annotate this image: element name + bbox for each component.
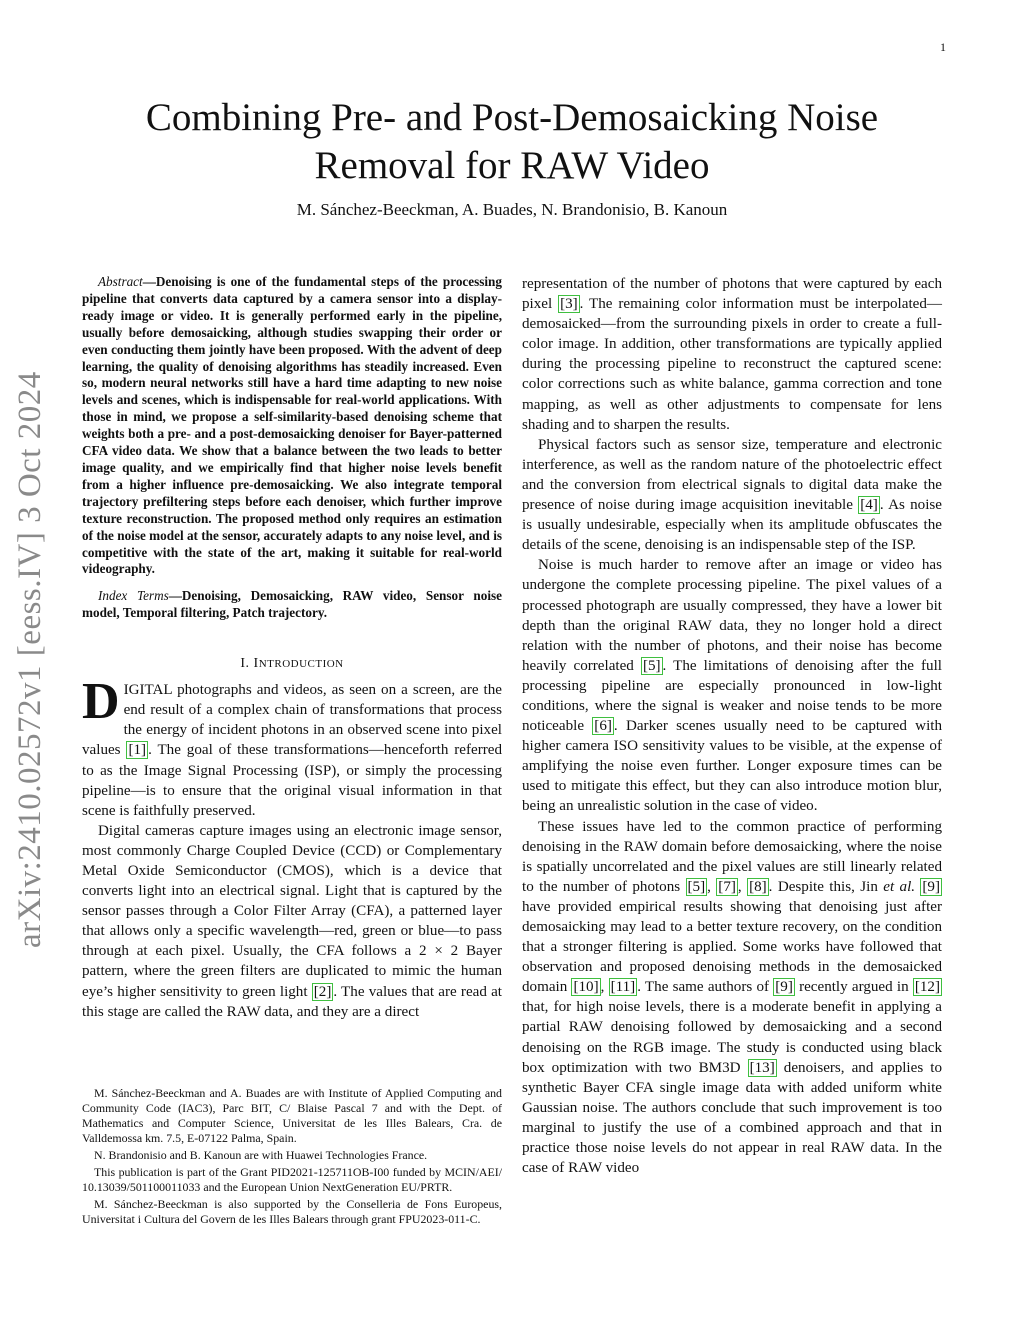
paper-title [80,94,944,190]
right-column [522,274,942,1178]
separator: , [707,878,717,895]
intro-p2-text-b: . The values that are read at this stage are called the RAW data, and they are a direct [82,983,502,1020]
author-list: M. Sánchez-Beeckman, A. Buades, N. Brandonisio, B. Kanoun [296,200,728,219]
abstract [82,274,502,578]
intro-paragraph-2 [82,821,502,1022]
footnotes [82,1086,502,1229]
citation-link[interactable]: [9] [922,878,941,895]
right-p4-text-f: recently argued in [794,979,913,996]
citation-link[interactable]: [2] [313,983,332,1000]
citation-link[interactable]: [7] [718,878,736,895]
citation-link[interactable]: [13] [749,1059,775,1076]
drop-cap: D [82,673,120,731]
abstract-label: Abstract [98,274,143,289]
footnote: M. Sánchez-Beeckman and A. Buades are with Institute of Applied Computing and Community Code (IAC3), Parc BIT, C/ Blaise Pascal 7 and with the Dept. of Mathematics and Computer Science, Universitat de les Illes Balears, Cra. de Valldemossa km. 7.5, E-07122 Palma, Spain. [82,1086,502,1145]
index-terms-text: Denoising, Demosaicking, RAW video, Sensor noise model, Temporal filtering, Patch trajectory. [82,588,502,621]
separator: , [737,878,748,895]
citation-link[interactable]: [5] [687,878,706,895]
right-p4-text-g: that, for high noise levels, there is a moderate benefit in applying a partial RAW denoising followed by demosaicking and a second denoising on the RGB image. The study is conducted using black box optimization with two BM3D [522,999,942,1076]
citation-link[interactable]: [8] [749,878,767,895]
intro-p2-text-a: Digital cameras capture images using an electronic image sensor, most commonly Charge Coupled Device (CCD) or Complementary Metal Oxide Semiconductor (CMOS), which is a device that converts light into an electrical signal. Light that is captured by the sensor passes through a Color Filter Array (CFA), a patterned layer that allows only a specific wavelength—red, green or blue—to pass through at each pixel. Usually, the CFA follows a 2 × 2 Bayer pattern, where the green filters are duplicated to mimic the human eye’s higher sensitivity to green light [82,822,502,1000]
arxiv-stamp: arXiv:2410.02572v1 [eess.IV] 3 Oct 2024 [12,371,48,948]
section-heading [82,656,502,672]
intro-p1-text-a: IGITAL photographs and videos, as seen on a screen, are the end result of a complex chain of transformations that process the energy of incident photons in an observed scene into pixel values [82,682,502,759]
right-p4-text-d: have provided empirical results showing that denoising just after demosaicking may lead to a better texture recovery, on the condition that a stronger filtering is applied. Some works have followed that observation and proposed denoising methods in the demosaicked domain [522,898,942,996]
right-paragraph-1 [522,274,942,435]
footnote: M. Sánchez-Beeckman is also supported by the Conselleria de Fons Europeus, Universitat i Cultura del Govern de les Illes Balears through grant FPU2023-011-C. [82,1197,502,1226]
right-paragraph-2 [522,435,942,556]
section-rest: NTRODUCTION [258,658,344,671]
citation-link[interactable]: [10] [573,979,599,996]
right-p2-text-b: . As noise is usually undesirable, especially when its amplitude obfuscates the details of the scene, denoising is an indispensable step of the ISP. [522,497,942,554]
abstract-dash: — [142,274,156,289]
et-al: et al. [883,878,916,895]
right-paragraph-3 [522,555,942,816]
right-paragraph-4 [522,817,942,1179]
footnote: This publication is part of the Grant PID2021-125711OB-I00 funded by MCIN/AEI/ 10.13039/501100011033 and the European Union NextGeneration EU/PRTR. [82,1165,502,1194]
title-line-1: Combining Pre- and Post-Demosaicking Noise [145,96,879,139]
citation-link[interactable]: [4] [860,497,878,514]
right-p4-text-e: . The same authors of [637,979,774,996]
citation-link[interactable]: [3] [560,296,578,313]
separator: , [600,979,609,996]
index-terms-label: Index Terms [98,588,169,604]
abstract-text: Denoising is one of the fundamental steps of the processing pipeline that converts data captured by a camera sensor into a display-ready image or video. It is generally performed early in the pipeline, usually before demosaicking, although studies swapping their order or even conducting them jointly have been proposed. With the advent of deep learning, the quality of denoising algorithms has steadily increased. Even so, modern neural networks still have a hard time adapting to new noise levels and scenes, which is indispensable for real-world applications. With those in mind, we propose a self-similarity-based denoising scheme that weights both a pre- and a post-demosaicking denoiser for Bayer-patterned CFA video data. We show that a balance between the two leads to better image quality, and we empirically find that higher noise levels benefit from a higher influence pre-demosaicking. We also integrate temporal trajectory prefiltering steps before each denoiser, which further improve texture reconstruction. The proposed method only requires an estimation of the noise model at the sensor, accurately adapts to any noise level, and is competitive with the state of the art, making it suitable for real-world videography. [82,274,502,577]
citation-link[interactable]: [12] [914,979,940,996]
citation-link[interactable]: [11] [610,979,636,996]
section-numeral: I. [240,656,254,672]
citation-link[interactable]: [5] [642,657,661,674]
section-first-letter: I [253,656,259,672]
intro-p1-text-b: . The goal of these transformations—henceforth referred to as the Image Signal Processing (ISP), or simply the processing pipeline—is to ensure that the original visual information in that scene is faithfully preserved. [82,742,502,819]
intro-paragraph-1 [82,673,502,821]
title-line-2: Removal for RAW Video [314,144,710,187]
citation-link[interactable]: [9] [775,979,793,996]
right-p2-text-a: Physical factors such as sensor size, temperature and electronic interference, as well as the random nature of the photoelectric effect and the conversion from electrical signals to digital data make the presence of noise during image acquisition inevitable [522,436,942,514]
left-column [82,274,502,1022]
page-number: 1 [940,40,946,54]
index-terms [82,588,502,622]
right-p3-text-b: . The limitations of denoising after the full processing pipeline are especially pronounced in low-light conditions, where the signal is weaker and noise tends to be more noticeable [522,657,942,735]
right-p4-text-a: These issues have led to the common practice of performing denoising in the RAW domain before demosaicking, where the noise is spatially uncorrelated and the pixel values are still linearly related to the number of photons [522,818,942,895]
intro-body [82,673,502,1022]
citation-link[interactable]: [1] [128,742,147,759]
citation-link[interactable]: [6] [594,718,612,735]
right-p1-text-a: representation of the number of photons that were captured by each pixel [522,276,942,313]
right-p1-text-b: . The remaining color information must be interpolated—demosaicked—from the surrounding pixels in order to create a full-color image. In addition, other transformations are typically applied during the processing pipeline to reconstruct the captured scene: color corrections such as white balance, gamma correction and tone mapping, as well as other adjustments to compensate for lens shading and to sharpen the results. [522,296,942,433]
right-p3-text-c: . Darker scenes usually need to be captured with higher camera ISO sensitivity values to be visible, at the expense of amplifying the noise even further. Longer exposure times can be used to mitigate this effect, but they can also introduce motion blur, being an unrealistic solution in the case of video. [522,718,943,815]
right-p4-text-h: denoisers, and applies to synthetic Bayer CFA single image data with added uniform white Gaussian noise. The authors conclude that such improvement is too marginal to justify the use of a combined approach and that in practice those noise levels do not appear in real RAW data. In the case of RAW video [522,1059,942,1177]
footnote: N. Brandonisio and B. Kanoun are with Huawei Technologies France. [94,1148,428,1162]
right-p4-text-b: . Despite this, Jin [768,878,884,895]
index-terms-dash: — [168,588,182,604]
right-p3-text-a: Noise is much harder to remove after an image or video has undergone the complete processing pipeline. The pixel values of a processed photograph are usually compressed, they have a lower bit depth than the original RAW data, they no longer hold a direct relation with the number of photons, and their noise has become heavily correlated [522,557,942,674]
